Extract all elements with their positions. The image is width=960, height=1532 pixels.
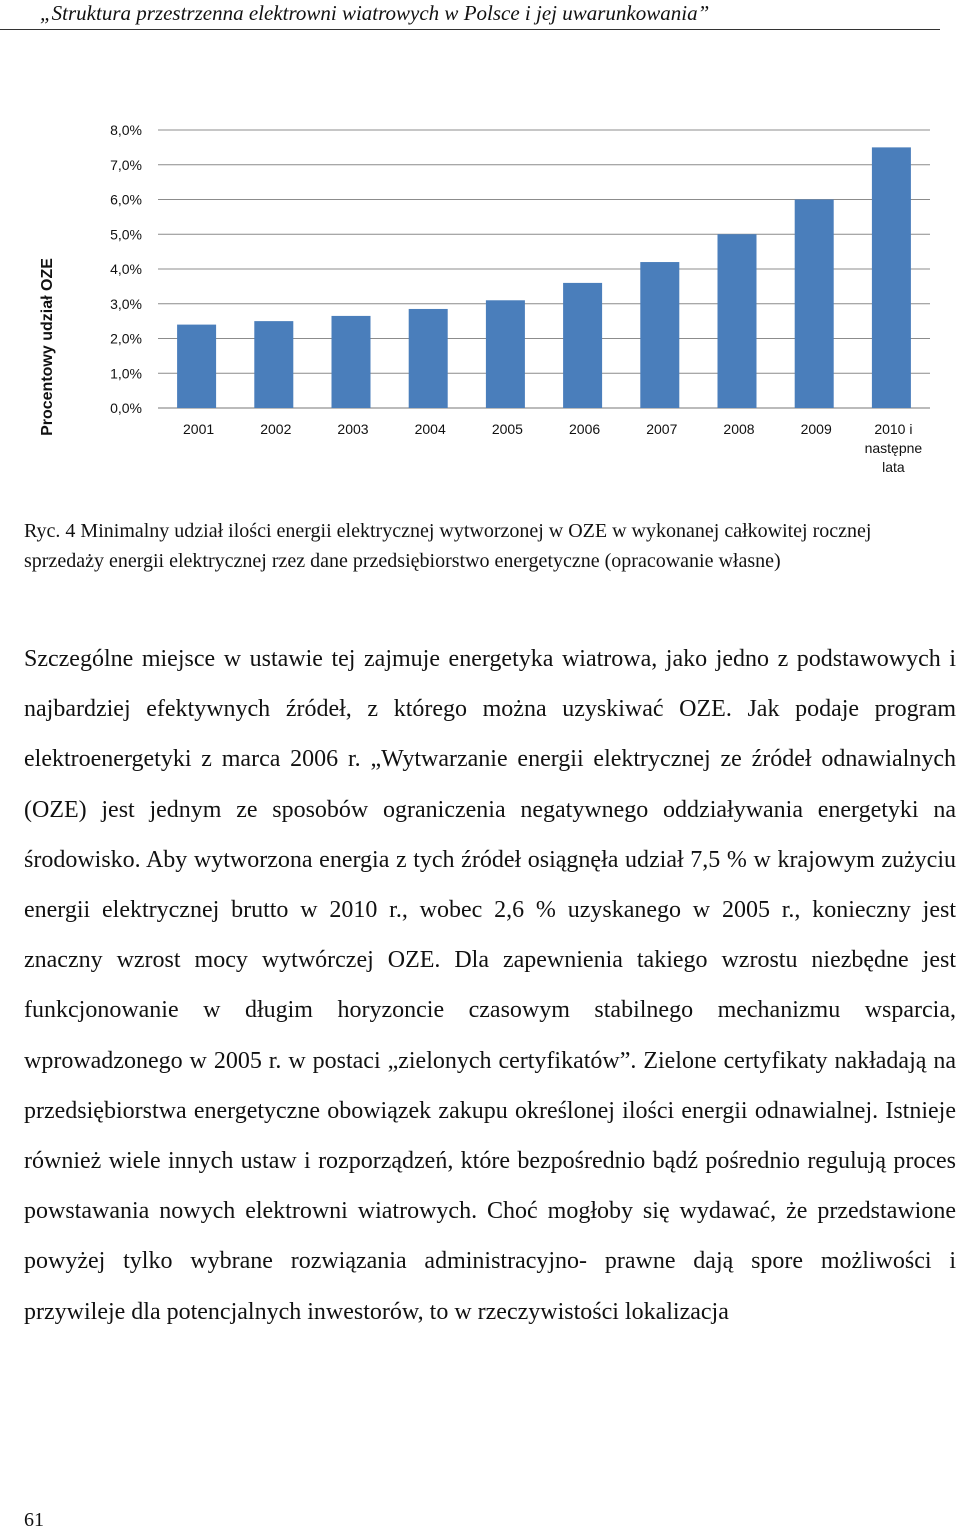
chart-y-ticks <box>110 122 142 416</box>
bar <box>563 283 602 408</box>
x-tick-label: 2001 <box>183 421 215 437</box>
x-tick-label: 2006 <box>569 421 601 437</box>
y-tick-label: 4,0% <box>110 261 142 277</box>
figure-caption: Ryc. 4 Minimalny udział ilości energii elektrycznej wytworzonej w OZE w wykonanej całkowitej rocznej sprzedaży energii elektrycznej rzez dane przedsiębiorstwo energetyczne (opracowanie własne) <box>24 520 872 572</box>
oze-share-bar-chart <box>0 110 960 480</box>
chart-x-ticks <box>183 421 922 475</box>
x-tick-label: 2005 <box>491 421 523 437</box>
y-tick-label: 6,0% <box>110 191 142 208</box>
x-tick-label: 2010 i następne lata <box>864 421 923 475</box>
x-tick-label: 2008 <box>723 421 755 437</box>
y-tick-label: 0,0% <box>110 400 142 416</box>
bar <box>718 234 757 408</box>
bar <box>640 262 679 408</box>
bar <box>254 321 293 408</box>
y-tick-label: 2,0% <box>110 330 142 347</box>
x-tick-label: 2004 <box>414 421 446 437</box>
y-tick-label: 7,0% <box>110 156 142 173</box>
y-tick-label: 1,0% <box>110 365 142 382</box>
bar <box>486 300 525 408</box>
x-tick-label: 2003 <box>337 421 369 437</box>
y-axis-title: Procentowy udział OZE <box>39 258 56 436</box>
bar <box>332 316 371 408</box>
y-tick-label: 5,0% <box>110 226 142 243</box>
y-tick-label: 3,0% <box>110 295 142 312</box>
x-tick-label: 2009 <box>800 421 832 437</box>
bar <box>409 309 448 408</box>
body-paragraph: Szczególne miejsce w ustawie tej zajmuje energetyka wiatrowa, jako jedno z podstawowych i najbardziej efektywnych źródeł, z którego można uzyskiwać OZE. Jak podaje program elektroenergetyki z marca 2006 r. „Wytwarzanie energii elektrycznej ze źródeł odnawialnych (OZE) jest jednym ze sposobów ograniczenia negatywnego oddziaływania energetyki na środowisko. Aby wytworzona energia z tych źródeł osiągnęła udział 7,5 % w krajowym zużyciu energii elektrycznej brutto w 2010 r., wobec 2,6 % uzyskanego w 2005 r., konieczny jest znaczny wzrost mocy wytwórczej OZE. Dla zapewnienia takiego wzrostu niezbędne jest funkcjonowanie w długim horyzoncie czasowym stabilnego mechanizmu wsparcia, wprowadzonego w 2005 r. w postaci „zielonych certyfikatów”. Zielone certyfikaty nakładają na przedsiębiorstwa energetyczne obowiązek zakupu określonej ilości energii odnawialnej. Istnieje również wiele innych ustaw i rozporządzeń, które bezpośrednio bądź pośrednio regulują proces powstawania nowych elektrowni wiatrowych. Choć mogłoby się wydawać, że przedstawione powyżej tylko wybrane rozwiązania administracyjno- prawne dają spore możliwości i przywileje dla potencjalnych inwestorów, to w rzeczywistości lokalizacja <box>24 646 956 1325</box>
x-tick-label: 2002 <box>260 421 292 437</box>
bar <box>872 147 911 408</box>
y-tick-label: 8,0% <box>110 122 142 138</box>
page-number: 61 <box>24 1509 44 1531</box>
running-header: „Struktura przestrzenna elektrowni wiatrowych w Polsce i jej uwarunkowania” <box>0 0 940 30</box>
x-tick-label: 2007 <box>646 421 678 437</box>
bar <box>177 325 216 408</box>
bar <box>795 200 834 409</box>
chart-bars <box>177 147 911 408</box>
